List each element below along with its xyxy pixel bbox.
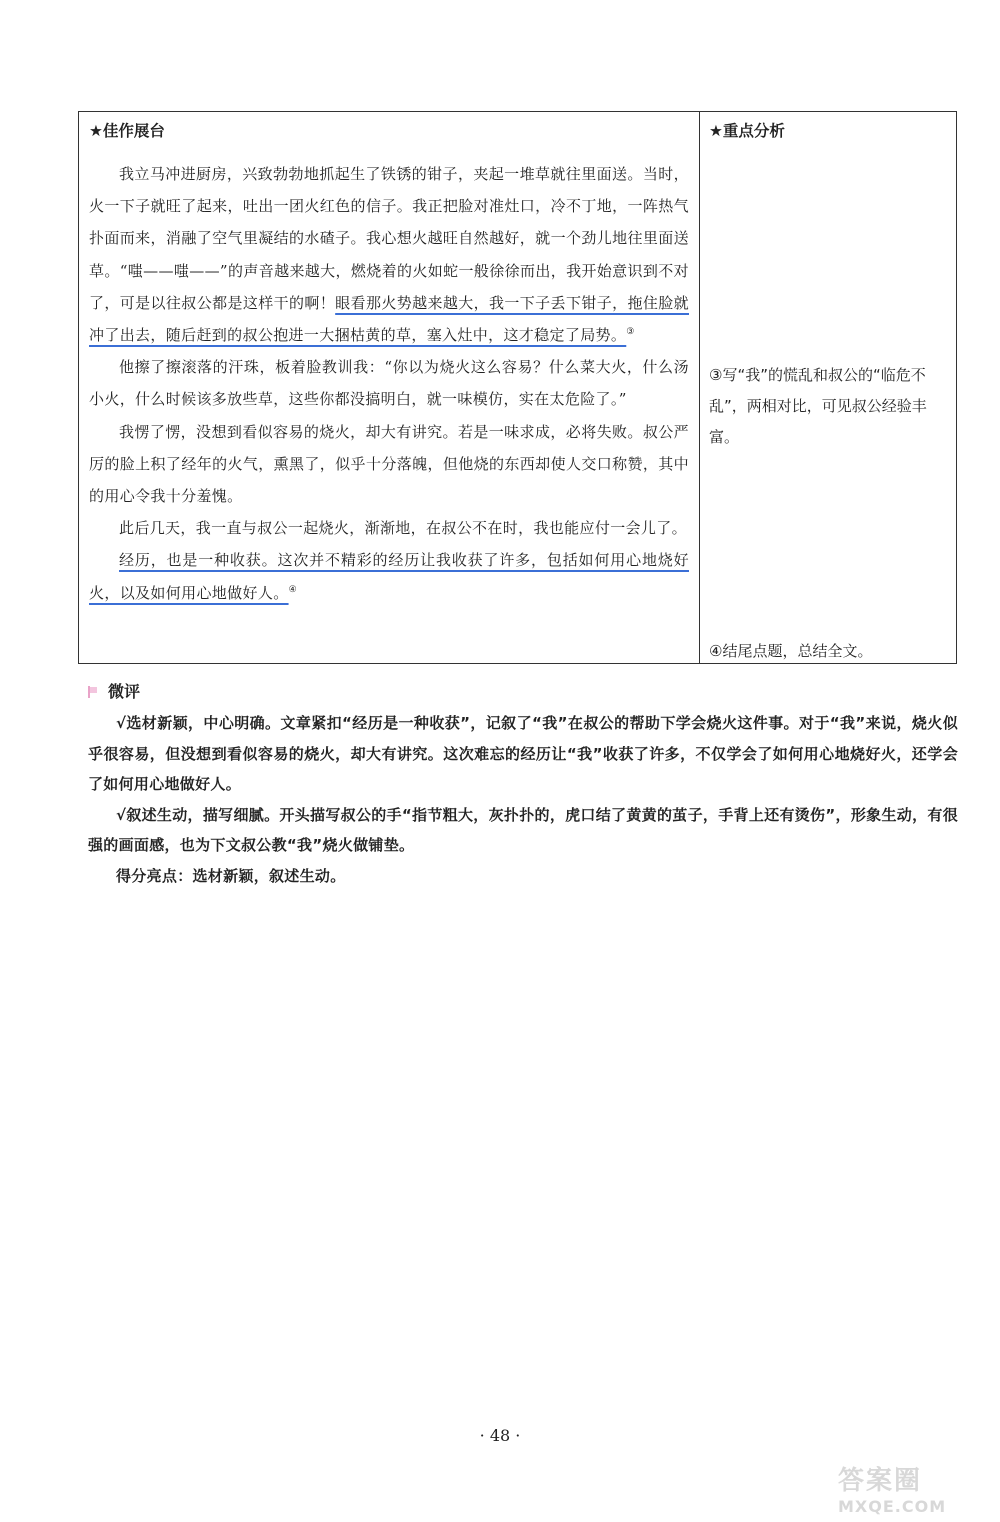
review-highlight: 得分亮点：选材新颖，叙述生动。 [116,866,346,885]
column-divider [699,112,700,663]
showcase-column [89,120,689,609]
essay-paragraph: 我立马冲进厨房，兴致勃勃地抓起生了铁锈的钳子，夹起一堆草就往里面送。当时，火一下子就旺了起来，吐出一团火红色的信子。我正把脸对准灶口，冷不丁地，一阵热气扑面而来，消融了空气里凝结的水碴子。我心想火越旺自然越好，就一个劲儿地往里面送草。“嗤——嗤——”的声音越来越大，燃烧着的火如蛇一般徐徐而出，我开始意识到不对了，可是以往叔公都是这样干的啊！眼看那火势越来越大，我一下子丢下钳子，拖住脸就冲了出去，随后赶到的叔公抱进一大捆枯黄的草，塞入灶中，这才稳定了局势。③ [89,165,689,345]
review-point: √叙述生动，描写细腻。开头描写叔公的手“指节粗大，灰扑扑的，虎口结了黄黄的茧子，手背上还有烫伤”，形象生动，有很强的画面感，也为下文叔公教“我”烧火做铺垫。 [88,805,958,854]
showcase-header: ★佳作展台 [89,122,165,140]
flag-icon [88,686,100,698]
essay-table [78,111,957,664]
analysis-header: ★重点分析 [709,122,785,140]
annotation-mark-3: ③ [626,327,635,338]
watermark-logo: 答案圈 [838,1466,923,1496]
analysis-note-3: ③写“我”的慌乱和叔公的“临危不乱”，两相对比，可见叔公经验丰富。 [709,366,927,446]
watermark-url: MXQE.COM [838,1497,947,1516]
underlined-sentence: 眼看那火势越来越大，我一下子丢下钳子，拖住脸就冲了出去，随后赶到的叔公抱进一大捆枯黄的草，塞入灶中，这才稳定了局势。 [89,293,689,345]
review-point: √选材新颖，中心明确。文章紧扣“经历是一种收获”，记叙了“我”在叔公的帮助下学会烧火这件事。对于“我”来说，烧火似乎很容易，但没想到看似容易的烧火，却大有讲究。这次难忘的经历让“我”收获了许多，不仅学会了如何用心地烧好火，还学会了如何用心地做好人。 [88,714,958,793]
essay-paragraph: 我愣了愣，没想到看似容易的烧火，却大有讲究。若是一味求成，必将失败。叔公严厉的脸上积了经年的火气，熏黑了，似乎十分落魄，但他烧的东西却使人交口称赞，其中的用心令我十分羞愧。 [89,422,689,506]
review-section [88,680,958,891]
essay-text [89,158,689,609]
page-number: · 48 · [479,1426,521,1445]
watermark [838,1460,988,1518]
review-heading: 微评 [88,680,958,704]
essay-paragraph [89,544,689,608]
analysis-column [709,120,949,660]
annotation-mark-4: ④ [288,584,297,595]
essay-paragraph: 此后几天，我一直与叔公一起烧火，渐渐地，在叔公不在时，我也能应付一会儿了。 [119,519,687,538]
underlined-sentence: 经历，也是一种收获。这次并不精彩的经历让我收获了许多，包括如何用心地烧好火，以及如何用心地做好人。 [89,551,689,602]
analysis-note-4: ④结尾点题，总结全文。 [709,642,873,660]
essay-paragraph: 他擦了擦滚落的汗珠，板着脸教训我：“你以为烧火这么容易？什么菜大火，什么汤小火，什么时候该多放些草，这些你都没搞明白，就一味模仿，实在太危险了。” [89,358,689,409]
